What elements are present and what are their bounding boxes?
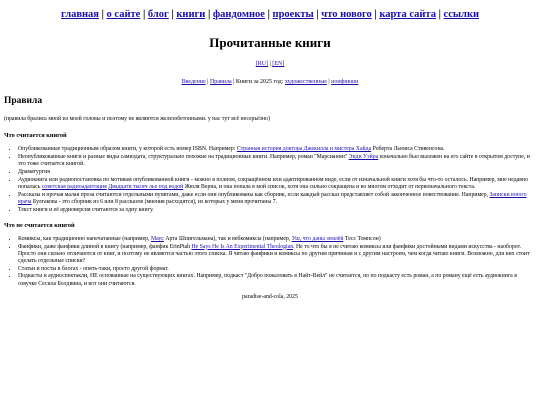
list-item-text: Статьи и посты в блогах - опять-таки, просто другой формат. [18, 265, 169, 272]
rules-link[interactable]: Правила [209, 78, 232, 85]
inline-link[interactable]: Записки юного врача [18, 191, 527, 205]
books-year-label: Книги за 2025 год: [235, 78, 284, 85]
intro-link[interactable]: Введение [181, 78, 206, 85]
list-item-text: Арта Шпигельмана), так и вебкомиксы (например, [163, 235, 292, 242]
not-counts-heading: Что не считается книгой [4, 221, 75, 229]
nav-link[interactable]: книги [176, 9, 206, 20]
list-item-text: Булгакова - это сборник из 6 или 8 рассказов (мнения расходятся), из которых у меня прочитаны 7. [31, 198, 278, 205]
rules-note: (правила брались мной из моей головы и поэтому не являются железобетонными. у нас тут всё несерьёзно) [4, 116, 270, 123]
main-content [4, 96, 536, 301]
counts-list [4, 146, 536, 214]
nav-separator: | [438, 9, 441, 20]
inline-link[interactable]: Странная история доктора Джекилла и мистера Хайда [236, 146, 372, 153]
language-switcher [0, 61, 540, 69]
nav-link[interactable]: что нового [321, 9, 372, 20]
counts-heading: Что считается книгой [4, 132, 67, 140]
lang-separator: | [269, 61, 271, 68]
list-item [18, 266, 536, 273]
nav-separator: | [101, 9, 104, 20]
nav-separator: | [142, 9, 146, 20]
rules-heading: Правила [4, 96, 43, 107]
inline-link[interactable]: Энди Уэйра [348, 154, 379, 161]
list-item-text: Жюля Верна, и она попала в мой список, хотя она сильно сокращена и во многом отходит от первоначального текста. [183, 184, 476, 191]
nav-separator: | [374, 9, 377, 20]
nav-separator: | [316, 9, 319, 20]
lang-ru-link[interactable]: [RU] [255, 61, 269, 68]
list-item-text: изначально был выложен на его сайте в открытом доступе, и это тоже считается книгой. [18, 154, 530, 168]
list-item [18, 207, 536, 214]
inline-link[interactable]: Уш, что даны землёй [291, 235, 344, 242]
nonfiction-link[interactable]: нонфикшн [331, 78, 359, 85]
list-item-text: Роберта Льюиса Стивенсона. [371, 146, 445, 153]
list-item [18, 192, 536, 206]
list-item-text: . Не то что бы я не считаю комиксы или фанфики достойными видами искусства - наоборот. Просто они сильно отличаются от книг, и поэтому не являются частью этого списка. Я читаю фанфики и комиксы по другим причинам и с другим настроем, чем когда читаю книги. Возможно, для них стоит сделать отдельные списки? [18, 243, 530, 265]
list-item-text: Неопубликованные книги и разные виды самиздата, структурально похожие на традиционные книги. Например, роман "Марсианин" [18, 154, 349, 161]
list-item-text: Фанфики, даже фанфики длиной в книгу (например, фанфик ErinPtah [18, 243, 192, 250]
nav-link[interactable]: проекты [272, 9, 314, 20]
list-item-text: Текст книги и её аудиоверсия считаются за одну книгу. [18, 206, 154, 213]
list-item [18, 169, 536, 176]
nav-link[interactable]: ссылки [443, 9, 480, 20]
inline-link[interactable]: He Says He Is An Experimental Theologian [191, 243, 294, 250]
list-item [18, 154, 536, 168]
nav-link[interactable]: о сайте [106, 9, 141, 20]
nav-link[interactable]: фандомное [212, 9, 265, 20]
list-item [18, 177, 536, 191]
crumb-separator: | [328, 78, 330, 85]
not-counts-list [4, 236, 536, 288]
crumb-separator: | [233, 78, 235, 85]
nav-link[interactable]: карта сайта [379, 9, 436, 20]
lang-en-link[interactable]: [EN] [272, 61, 285, 68]
nav-separator: | [267, 9, 270, 20]
top-navigation [0, 8, 540, 21]
fiction-link[interactable]: художественные [284, 78, 327, 85]
inline-link[interactable]: советская радиоадаптация [41, 184, 107, 191]
inline-link[interactable]: Двадцати тысяч лье под водой [108, 184, 184, 191]
list-item-text: Комиксы, как традиционно напечатанные (например, [18, 235, 151, 242]
list-item-text: Опубликованные традиционным образом книги, у которой есть номер ISBN. Например: [18, 146, 237, 153]
list-item-text: Подкасты и аудиоспектакли, НЕ основанные на существующих книгах. Например, подкаст "Добро пожаловать в Найт-Вейл" не считается, по по подкасту есть роман, а по роману ещё есть аудиокнига в озвучке Сесила Болдвина, и вот они считаются. [18, 273, 517, 287]
nav-separator: | [207, 9, 211, 20]
list-item [18, 244, 536, 266]
list-item [18, 273, 536, 287]
page-title: Прочитанные книги [209, 35, 331, 51]
nav-separator: | [171, 9, 174, 20]
list-item-text: Рассказы и прочая малая проза считаются отдельными пунктами, даже если они опубликованы как сборник, если каждый рассказ представляет собой законченное повествование. Например, [18, 191, 490, 198]
nav-link[interactable]: блог [147, 9, 169, 20]
list-item [18, 236, 536, 243]
nav-link[interactable]: главная [60, 9, 99, 20]
crumb-separator: | [207, 78, 209, 85]
section-links [0, 79, 540, 87]
inline-link[interactable]: Маус [150, 235, 164, 242]
list-item [18, 146, 536, 153]
list-item-text: Драматургия [18, 169, 50, 176]
list-item-text: Аудиокнига или радиопостановка по мотивам опубликованной книги - можно в полном, сокращённом или адаптированном виде, если от изначальной книги хотя бы что-то осталось. Например, мне недавно попалась [18, 176, 528, 191]
list-item-text: Тесс Томпсон) [343, 235, 381, 242]
footer-credit: paradise-and-cola, 2025 [242, 293, 298, 300]
